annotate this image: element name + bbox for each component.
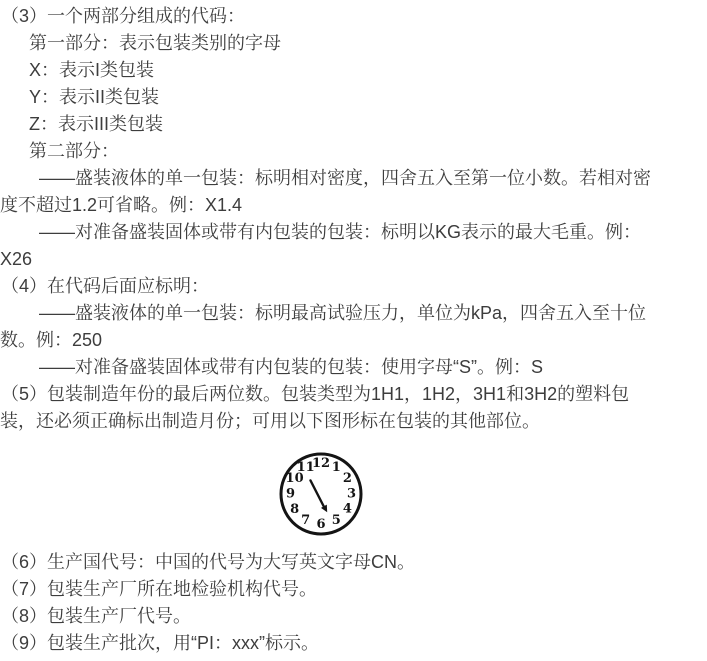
text-line: Z：表示III类包装	[29, 114, 163, 134]
text-line: （3）一个两部分组成的代码：	[1, 6, 246, 26]
clock-number: 11	[296, 460, 315, 476]
clock-face-graphic	[277, 450, 365, 538]
clock-number: 1	[331, 460, 341, 476]
text-line: X：表示I类包装	[29, 60, 155, 80]
text-line: ——盛装液体的单一包装：标明最高试验压力，单位为kPa，四舍五入至十位	[39, 303, 647, 323]
text-line: ——盛装液体的单一包装：标明相对密度，四舍五入至第一位小数。若相对密	[39, 168, 651, 188]
text-line: 数。例：250	[0, 330, 103, 350]
clock-number: 12	[311, 456, 331, 471]
text-line: （9）包装生产批次，用“PI：xxx”标示。	[1, 633, 320, 653]
clock-number: 10	[285, 471, 304, 487]
text-line: 度不超过1.2可省略。例：X1.4	[0, 195, 243, 215]
text-line: X26	[0, 249, 33, 269]
text-line: 第二部分：	[29, 141, 119, 161]
text-line: （4）在代码后面应标明：	[1, 276, 210, 296]
clock-number: 3	[346, 486, 357, 502]
clock-number: 8	[290, 501, 300, 517]
text-line: （8）包装生产厂代号。	[1, 606, 192, 626]
clock-number: 4	[342, 501, 352, 517]
clock-number: 2	[342, 471, 352, 487]
text-line: 第一部分：表示包装类别的字母	[29, 33, 281, 53]
clock-figure	[277, 450, 365, 538]
text-line: Y：表示II类包装	[29, 87, 160, 107]
text-line: 装，还必须正确标出制造月份；可用以下图形标在包装的其他部位。	[0, 411, 540, 431]
text-line: （7）包装生产厂所在地检验机构代号。	[1, 579, 318, 599]
text-line: （6）生产国代号：中国的代号为大写英文字母CN。	[1, 552, 416, 572]
text-line: ——对准备盛装固体或带有内包装的包装：标明以KG表示的最大毛重。例：	[39, 222, 642, 242]
text-line: ——对准备盛装固体或带有内包装的包装：使用字母“S”。例：S	[39, 357, 543, 377]
clock-number: 5	[331, 512, 341, 528]
clock-number: 9	[285, 486, 296, 502]
text-line: （5）包装制造年份的最后两位数。包装类型为1H1，1H2，3H1和3H2的塑料包	[1, 384, 630, 404]
clock-number: 6	[316, 517, 326, 532]
clock-number: 7	[301, 512, 311, 528]
